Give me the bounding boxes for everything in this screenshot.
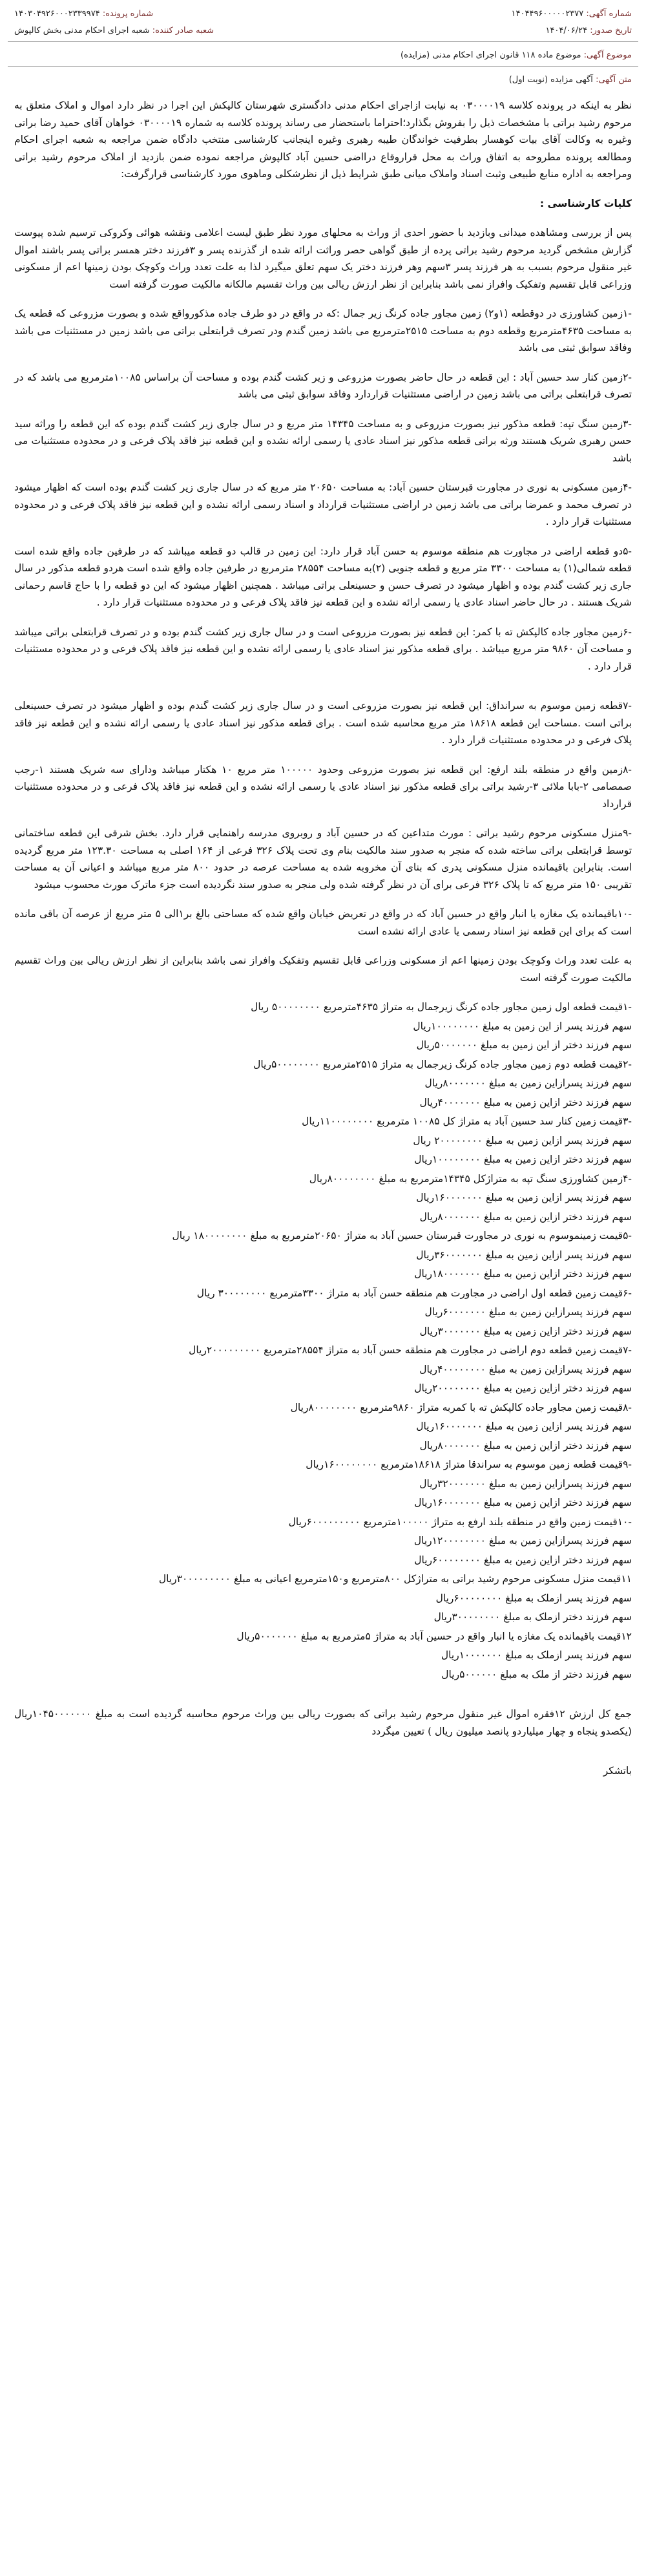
conclusion-paragraph: به علت تعدد وراث وکوچک بودن زمینها اعم از مسکونی وزراعی قابل تقسیم وتفکیک وافراز نمی باشد بنابراین از نظر ارزش ریالی بین وراث تقسیم مالکیت صورت گرفته است [14,955,632,984]
valuation-line: سهم فرزند پسر ازاین زمین به مبلغ ۲۰۰۰۰۰۰۰۰ ریال [413,1134,632,1146]
valuation-line: -۱قیمت قطعه اول زمین مجاور جاده کرنگ زیرجمال به متراژ ۴۶۳۵مترمربع ۵۰۰۰۰۰۰۰۰ ریال [251,1001,632,1013]
valuation-line: سهم فرزند پسر ازملک به مبلغ ۱۰۰۰۰۰۰۰ریال [441,1649,632,1661]
spacer [14,988,632,998]
spacer [14,751,632,761]
property-item: -۹منزل مسکونی مرحوم رشید براتی : مورث متداعین که در حسین آباد و روبروی مدرسه راهنمایی قرار دارد. بخش شرقی این قطعه ساختمانی توسط قرابتعلی براتی ساخته شده که منجر به صدور سند مالکیت بنام وی تحت پلاک ۳۲۶ فرعی از ۱۶۴ اصلی به مساحت ۱۲۳.۳۰ متر مربع گردیده است. بنابراین باقیمانده منزل مسکونی پدری که بنای آن مخروبه شده به مساحت عرصه در حدود ۸۰۰ متر مربع میباشد و اعیانی آن به مساحت تقریبی ۱۵۰ متر مربع که تا پلاک ۳۲۶ فرعی برای آن در نظر گرفته شده ولی منجر به صدور سند نگردیده است جزء ماترک مورث محسوب میشود [14,827,632,891]
valuation-line: سهم فرزند پسرازاین زمین به مبلغ ۸۰۰۰۰۰۰۰ریال [424,1077,632,1089]
valuation-line: سهم فرزند پسرازاین زمین به مبلغ ۶۰۰۰۰۰۰۰ریال [424,1306,632,1318]
case-number-value: ۱۴۰۳۰۴۹۲۶۰۰۰۲۳۳۹۹۷۴ [14,9,100,19]
valuation-line: -۳قیمت زمین کنار سد حسین آباد به متراژ کل ۱۰۰۸۵ مترمربع ۱۱۰۰۰۰۰۰۰۰ریال [302,1115,632,1127]
valuation-line: سهم فرزند دختر ازاین زمین به مبلغ ۳۰۰۰۰۰۰۰ریال [419,1325,632,1337]
valuation-line: سهم فرزند پسرازاین زمین به مبلغ ۴۰۰۰۰۰۰۰۰ریال [419,1363,632,1375]
valuation-line: سهم فرزند پسر ازملک به مبلغ ۶۰۰۰۰۰۰۰۰ریال [435,1592,632,1604]
valuation-line: سهم فرزند دختر ازاین زمین به مبلغ ۸۰۰۰۰۰۰۰ریال [419,1210,632,1223]
subject-text: موضوع ماده ۱۱۸ قانون اجرای احکام مدنی (مزایده) [401,50,581,60]
spacer [14,405,632,416]
intro-paragraph: نظر به اینکه در پرونده کلاسه ۰۳۰۰۰۰۱۹ به نیابت ازاجرای احکام مدنی دادگستری شهرستان کالپکش این اجرا در نظر دارد اموال و املاک متعلق به مرحوم رشید براتی با مشخصات ذیل را بفروش بگذارد؛احتراما باستحضار می رساند پرونده کلاسه به شماره ۰۳۰۰۰۰۱۹ خواهان آقای حمید رضا براتی وغیره به وکالت آقای بیات کوهسار بطرفیت خواندگان طیبه رهبری وغیره اینجانب کارشناسی منتخب دادگاه ضمن مراجعه به شعبه اجرای احکام ومطالعه پرونده مطروحه به اتفاق وراث به محل قراروقاع درااضی حسین آباد کالپوش مراجعه نموده ضمن بازدید از املاک مرحوم رشید براتی ومراجعه به اداره منابع طبیعی وثبت اسناد واملاک میانی طبق شرایط ذیل از نظرشکلی وماهوی مورد کارشناسی قرارگرفت: [14,100,632,180]
valuation-line: -۵قیمت زمینموسوم به نوری در مجاورت قبرستان حسین آباد به متراژ ۲۰۶۵۰مترمربع به مبلغ ۱۸۰۰۰۰۰۰۰۰ ریال [172,1230,632,1241]
valuation-line: ۱۱قیمت منزل مسکونی مرحوم رشید براتی به متراژکل ۸۰۰مترمربع و۱۵۰مترمربع اعیانی به مبلغ ۳۰۰۰۰۰۰۰۰۰ریال [158,1573,632,1585]
notice-number [512,9,632,19]
spacer [14,214,632,224]
spacer [14,613,632,624]
issuer-label: شعبه صادر کننده: [152,26,214,36]
issue-date [545,26,632,36]
property-item: -۴زمین مسکونی به نوری در مجاورت قبرستان حسین آباد: به مساحت ۲۰۶۵۰ متر مربع که در سال جاری زیر کشت گندم بوده است که اظهار میشود در تصرف محمد و عمرضا براتی می باشد زمین در اراضی مستثنیات قرارداد و اسناد رسمی ارائه نشده و این قطعه نیز فاقد پلاک فرعی و در محدوده مستثنیات قرار دارد . [14,481,632,527]
spacer [14,687,632,697]
spacer [14,895,632,905]
valuation-line: سهم فرزند پسرازاین زمین به مبلغ ۱۲۰۰۰۰۰۰۰۰ریال [413,1535,632,1547]
notice-subject [401,50,632,60]
valuation-line: سهم فرزند دختر ازاین زمین به مبلغ ۶۰۰۰۰۰۰۰۰ریال [414,1554,632,1566]
header-divider [8,41,638,42]
total-paragraph: جمع کل ارزش ۱۲فقره اموال غیر منقول مرحوم رشید براتی که بصورت ریالی بین وراث مرحوم محاسبه گردیده است به مبلغ ۱۰۴۵۰۰۰۰۰۰۰ریال (یکصدو پنجاه و چهار میلیاردو پانصد میلیون ریال ) تعیین میگردد [14,1708,632,1737]
valuation-line: سهم فرزند پسر از این زمین به مبلغ ۱۰۰۰۰۰۰۰۰ریال [413,1020,632,1032]
valuation-line: -۷قیمت زمین قطعه دوم اراضی در مجاورت هم منطقه حسن آباد به متراژ ۲۸۵۵۴مترمربع ۲۰۰۰۰۰۰۰۰۰ریال [189,1344,632,1356]
spacer [14,469,632,479]
body-title-text: آگهی مزایده (نوبت اول) [508,75,593,85]
valuation-line: سهم فرزند دختر ازاین زمین به مبلغ ۲۰۰۰۰۰۰۰۰ریال [414,1382,632,1394]
valuation-line: -۸قیمت زمین مجاور جاده کالپکش ته با کمربه متراژ ۹۸۶۰مترمربع ۸۰۰۰۰۰۰۰۰ریال [290,1401,632,1413]
spacer [14,814,632,825]
valuation-line: سهم فرزند دختر ازاین زمین به مبلغ ۴۰۰۰۰۰۰۰ریال [419,1096,632,1108]
issuer [14,26,214,36]
spacer [14,942,632,952]
property-item: -۷قطعه زمین موسوم به سرانداق: این قطعه نیز بصورت مزروعی است و در سال جاری زیر کشت گندم بوده و اظهار میشود در تصرف حسینعلی براتی است .مساحت این قطعه ۱۸۶۱۸ متر مربع محاسبه شده است . برای قطعه مذکور نیز اسناد عادی یا رسمی ارائه نشده و این قطعه نیز فاقد پلاک فرعی و در محدوده مستثنیات قرار دارد . [14,700,632,746]
signature: باتشکر [603,1765,632,1777]
valuation-line: سهم فرزند دختر ازاین زمین به مبلغ ۱۶۰۰۰۰۰۰۰ریال [414,1497,632,1508]
notice-body [14,97,632,2570]
property-item: -۸زمین واقع در منطقه بلند ارفع: این قطعه نیز بصورت مزروعی وحدود ۱۰۰۰۰۰ متر مربع ۱۰ هکتار میباشد ودارای سه شریک هستند ۱-رجب صمصامی ۲-بابا ملائی ۳-رشید براتی برای قطعه مذکور نیز اسناد عادی یا رسمی ارائه نشده و این قطعه نیز فاقد پلاک فرعی و در محدوده مستثنیات قرارداد [14,763,632,810]
notice-number-label: شماره آگهی: [586,9,632,19]
valuation-line: -۹قیمت قطعه زمین موسوم به سراندقا متراژ ۱۸۶۱۸مترمربع ۱۶۰۰۰۰۰۰۰۰ریال [306,1459,632,1470]
property-item: -۶زمین مجاور جاده کالپکش ته با کمر: این قطعه نیز بصورت مزروعی است و در سال جاری زیر کشت گندم بوده و در تصرف قرابتعلی براتی میباشد و مساحت آن ۹۸۶۰ متر مربع میباشد . برای قطعه مذکور نیز اسناد عادی یا رسمی ارائه نشده و این قطعه نیز فاقد پلاک فرعی و در محدوده مستثنیات قرار دارد . [14,626,632,672]
spacer [14,359,632,369]
spacer [14,1742,632,1752]
property-item: -۲زمین کنار سد حسین آباد : این قطعه در حال حاضر بصورت مزروعی و زیر کشت گندم بوده و مساحت آن براساس ۱۰۰۸۵مترمربع می باشد که در تصرف قرابتعلی براتی می باشد زمین در اراضی مستثنیات قراردارد وفاقد سوابق ثبتی می باشد [14,371,632,400]
case-number-label: شماره پرونده: [102,9,154,19]
spacer [14,295,632,305]
spacer [14,533,632,543]
body-title-label: متن آگهی: [596,75,632,85]
valuation-line: سهم فرزند دختر از ملک به مبلغ ۵۰۰۰۰۰۰ریال [441,1668,632,1680]
valuation-line: سهم فرزند دختر ازاین زمین به مبلغ ۱۰۰۰۰۰۰۰۰ریال [414,1154,632,1165]
spacer [14,185,632,195]
issue-date-value: ۱۴۰۴/۰۶/۲۴ [545,26,588,36]
property-item: -۵دو قطعه اراضی در مجاورت هم منطقه موسوم به حسن آباد قرار دارد: این زمین در قالب دو قطعه میباشد که در طرفین جاده واقع شده است قطعه شمالی(۱) به مساحت ۳۳۰۰ متر مربع و قطعه جنوبی (۲)به مساحت ۲۸۵۵۴ مترمربع در طرفین جاده واقع شده است هردو قطعه مذکور در سال جاری زیر کشت گندم بوده و اظهار میشود در تصرف حسن و حسینعلی براتی میباشد . همچنین اظهار میشود که این دو قطعه را با حاج قاسم رحمانی شریک هستند . در حال حاضر اسناد عادی یا رسمی ارائه نشده و این قطعه نیز فاقد پلاک فرعی و در محدوده مستثنیات قرار دارد . [14,545,632,608]
valuation-line: -۲قیمت قطعه دوم زمین مجاور جاده کرنگ زیرجمال به متراژ ۲۵۱۵مترمربع ۵۰۰۰۰۰۰۰۰ریال [253,1058,632,1070]
valuation-line: -۴زمین کشاورزی سنگ تپه به متراژکل ۱۴۳۴۵مترمربع به مبلغ ۸۰۰۰۰۰۰۰۰ریال [309,1172,632,1185]
notice-number-value: ۱۴۰۴۴۹۶۰۰۰۰۰۲۳۷۷ [511,9,584,19]
valuation-line: سهم فرزند دختر ازاین زمین به مبلغ ۸۰۰۰۰۰۰۰ریال [419,1439,632,1452]
spacer [14,1752,632,1762]
subject-divider [8,66,638,67]
property-item: -۱زمین کشاورزی در دوقطعه (۱و۲) زمین مجاور جاده کرنگ زیر جمال :که در واقع در دو طرف جاده مذکورواقع شده و بصورت مزروعی که قطعه یک به مساحت ۴۶۳۵مترمربع وقطعه دوم به مساحت ۲۵۱۵مترمربع می باشد زمین گندم ودر تصرف قرابتعلی براتی می باشد زمین در مستثنیات می باشد وفاقد سوابق ثبتی می باشد [14,308,632,354]
property-item: -۳زمین سنگ تپه: قطعه مذکور نیز بصورت مزروعی و به مساحت ۱۴۳۴۵ متر مربع و در سال جاری زیر کشت گندم بوده که این قطعه را وراثه سید حسن رهبری شریک هستند ورثه براتی قطعه مذکور نیز اسناد عادی یا رسمی ارائه نشده و این قطعه نیز فاقد پلاک فرعی و در محدوده مستثنیات می باشد [14,417,632,464]
property-item: -۱۰باقیمانده یک مغازه یا انبار واقع در حسین آباد که در واقع در تعریض خیابان واقع شده که مساحتی بالغ بر۱الی ۵ متر مربع از عرصه آن باقی مانده است که برای این قطعه نیز اسناد رسمی یا عادی ارائه نشده است [14,908,632,937]
issue-date-label: تاریخ صدور: [590,26,632,36]
valuation-line: سهم فرزند پسر ازاین زمین به مبلغ ۳۶۰۰۰۰۰۰۰ریال [416,1249,632,1261]
notice-body-title [509,75,632,85]
valuation-line: سهم فرزند پسر ازاین زمین به مبلغ ۱۶۰۰۰۰۰۰۰ریال [416,1192,632,1203]
valuation-line: سهم فرزند پسرازاین زمین به مبلغ ۳۲۰۰۰۰۰۰۰ریال [419,1477,632,1490]
spacer [14,677,632,687]
spacer [14,1685,632,1695]
valuation-line: سهم فرزند دختر ازاین زمین به مبلغ ۱۸۰۰۰۰۰۰۰ریال [414,1268,632,1280]
valuation-line: -۱۰قیمت زمین واقع در منطقه بلند ارفع به متراژ ۱۰۰۰۰۰مترمربع ۶۰۰۰۰۰۰۰۰۰ریال [288,1515,632,1528]
spacer [14,1695,632,1705]
valuation-line: سهم فرزند پسر ازاین زمین به مبلغ ۱۶۰۰۰۰۰۰۰ریال [416,1420,632,1432]
valuation-line: -۶قیمت زمین قطعه اول اراضی در مجاورت هم منطقه حسن آباد به متراژ ۳۳۰۰مترمربع ۳۰۰۰۰۰۰۰۰ ریال [196,1287,632,1299]
general-heading: کلیات کارشناسی : [539,197,632,209]
valuation-line: سهم فرزند دختر ازملک به مبلغ ۳۰۰۰۰۰۰۰۰ریال [433,1611,632,1623]
valuation-line: ۱۲قیمت باقیمانده یک مغازه یا انبار واقع در حسین آباد به متراژ ۵مترمربع به مبلغ ۵۰۰۰۰۰۰۰ریال [236,1630,632,1642]
valuation-line: سهم فرزند دختر از این زمین به مبلغ ۵۰۰۰۰۰۰۰ریال [416,1039,632,1051]
general-paragraph: پس از بررسی ومشاهده میدانی وبازدید با حضور احدی از وراث به محلهای مورد نظر طبق لیست اعلامی ونقشه هوائی وکروکی ترسیم شده پیوست گزارش مشخص گردید مرحوم رشید براتی پرده از طبق گواهی حصر وراثت ارائه شده از گذرنده پسر و ۳فرزند دختر همسر براتی پسر باشند اموال غیر منقول مرحوم بسبب به هر فرزند پسر ۳سهم وهر فرزند دختر یک سهم تعلق میگیرد لذا به علت تعدد وراث وکوچک بودن زمینها اعم از مسکونی وزراعی قابل تقسیم وتفکیک وافراز نمی باشد بنابراین از نظر ارزش ریالی بین وراث تقسیم مالکانه مالکیت صورت گرفته است [14,227,632,290]
case-number [14,9,153,19]
issuer-value: شعبه اجرای احکام مدنی بخش کالپوش [14,26,150,36]
subject-label: موضوع آگهی: [583,50,632,60]
